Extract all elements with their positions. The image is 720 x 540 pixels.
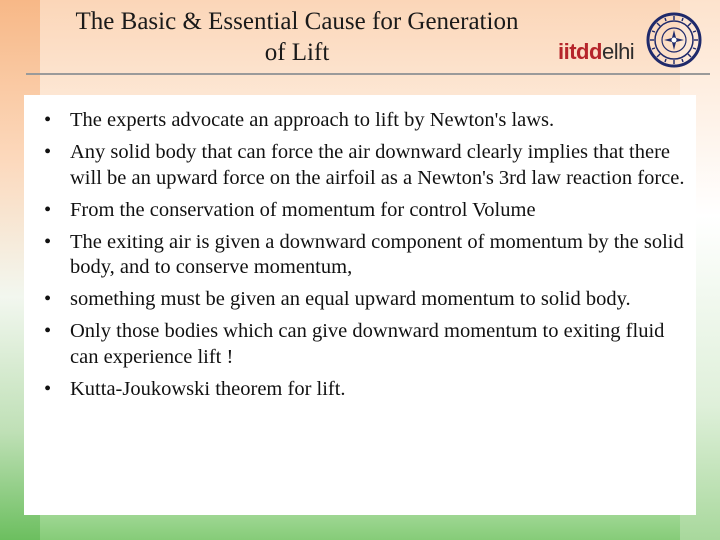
iit-delhi-seal-icon	[646, 12, 702, 68]
header-divider	[26, 73, 710, 75]
bullet-text: From the conservation of momentum for control Volume	[70, 198, 536, 221]
bullet-marker: •	[44, 288, 52, 310]
bullet-text: Only those bodies which can give downward momentum to exiting fluid can experience lift !	[70, 320, 665, 368]
bullet-item	[44, 198, 689, 224]
bullet-item	[44, 108, 689, 134]
bullet-marker: •	[44, 198, 52, 221]
bullet-item	[44, 230, 689, 281]
bullet-marker: •	[44, 109, 52, 131]
slide-title-line-2: of Lift	[264, 39, 330, 66]
bullet-marker: •	[44, 320, 52, 342]
iitdelhi-logo	[558, 12, 704, 70]
slide-title-line-1: The Basic & Essential Cause for Generation	[75, 8, 519, 35]
bullet-list	[44, 108, 689, 409]
bullet-text: The exiting air is given a downward component of momentum by the solid body, and to conserve momentum,	[70, 230, 684, 278]
bullet-item	[44, 377, 689, 403]
bullet-marker: •	[44, 141, 52, 163]
logo-wordmark: iitddelhi	[558, 39, 635, 64]
bullet-marker: •	[44, 377, 52, 400]
bullet-marker: •	[44, 230, 52, 253]
bullet-text: something must be given an equal upward momentum to solid body.	[70, 288, 631, 310]
bullet-item	[44, 287, 689, 313]
bullet-text: Kutta-Joukowski theorem for lift.	[70, 377, 346, 400]
bullet-item	[44, 319, 689, 370]
slide-title	[30, 6, 564, 68]
bullet-text: The experts advocate an approach to lift by Newton's laws.	[70, 109, 555, 131]
bullet-text: Any solid body that can force the air downward clearly implies that there will be an upward force on the airfoil as a Newton's 3rd law reaction force.	[70, 141, 685, 189]
content-panel	[24, 95, 696, 515]
bullet-item	[44, 140, 689, 191]
